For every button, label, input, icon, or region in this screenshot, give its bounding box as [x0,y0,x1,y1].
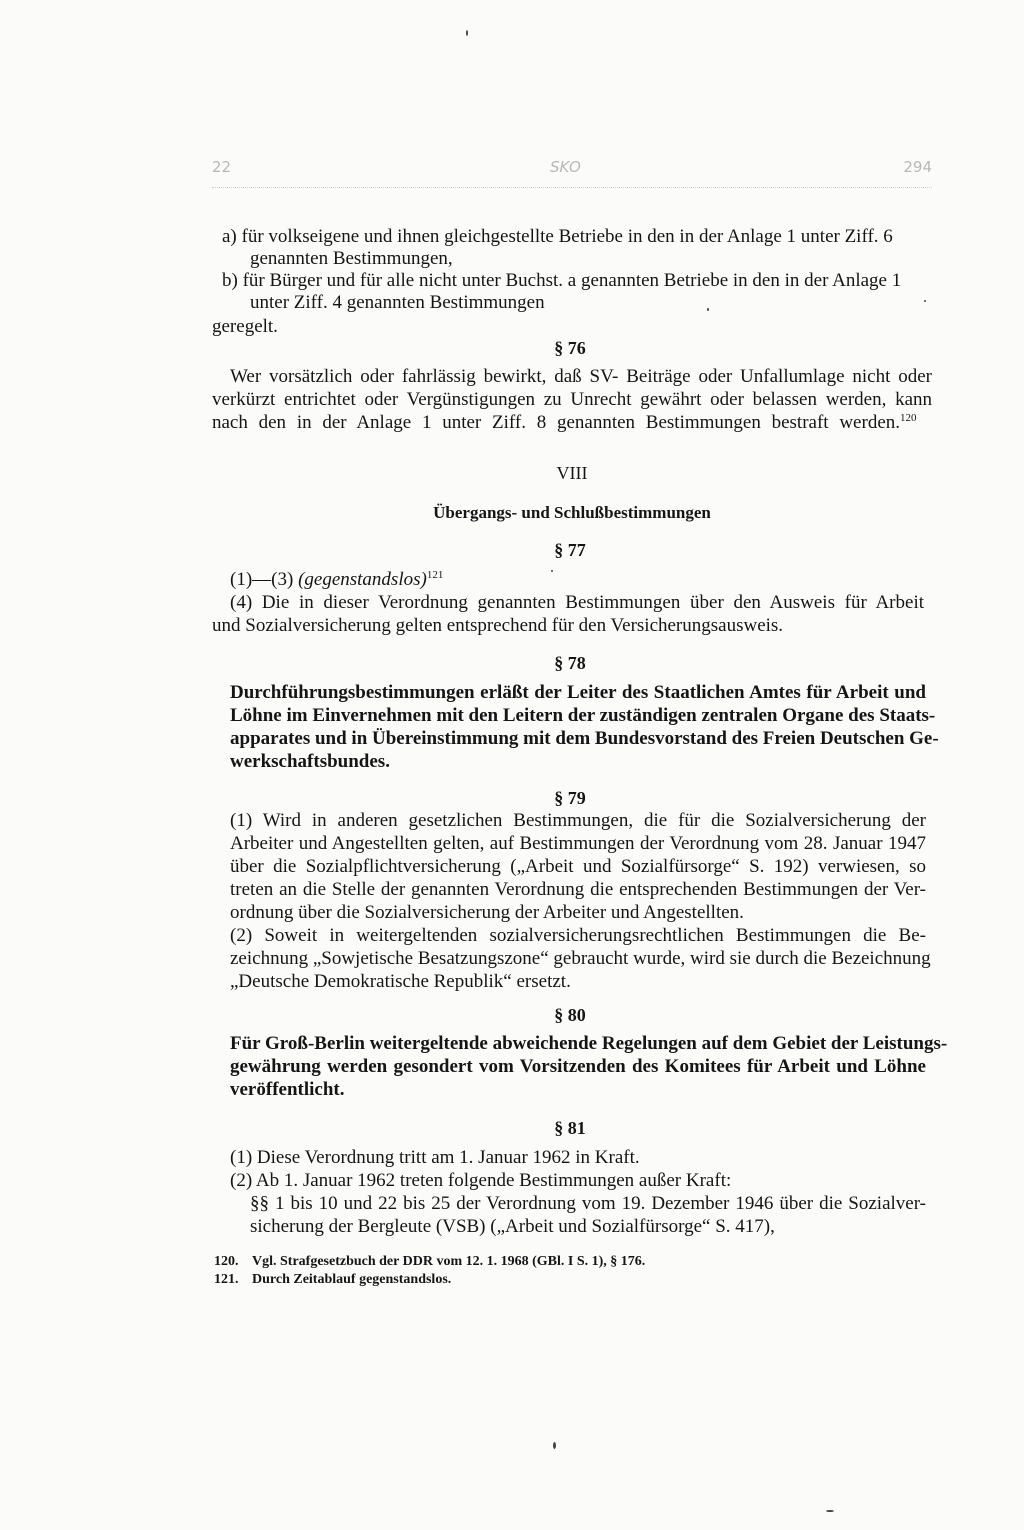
footnote-120-number: 120. [214,1254,239,1269]
scan-speck [826,1510,834,1512]
s77-line-1-italic: (gegenstandslos) [298,569,427,590]
s77-line-1-prefix: (1)—(3) [230,569,299,590]
s81-line-3: §§ 1 bis 10 und 22 bis 25 der Verordnung vom 19. Dezember 1946 über die Sozialver- [250,1193,926,1214]
s79-line-3: über die Sozialpflichtversicherung („Arbeit und Sozialfürsorge“ S. 192) verwiesen, so [230,856,926,877]
s81-line-4: sicherung der Bergleute (VSB) („Arbeit und Sozialfürsorge“ S. 417), [250,1216,775,1237]
s81-line-1: (1) Diese Verordnung tritt am 1. Januar 1962 in Kraft. [230,1147,640,1168]
s76-line-1: Wer vorsätzlich oder fahrlässig bewirkt, daß SV- Beiträge oder Unfallumlage nicht oder [230,366,932,387]
scan-speck [707,308,709,311]
s79-line-1: (1) Wird in anderen gesetzlichen Bestimmungen, die für die Sozialversicherung der [230,810,926,831]
s79-line-6: (2) Soweit in weitergeltenden sozialversicherungsrechtlichen Bestimmungen die Be- [230,925,926,946]
section-heading-81: § 81 [554,1118,586,1138]
s78-line-3: apparates und in Übereinstimmung mit dem Bundesvorstand des Freien Deutschen Ge- [230,728,939,749]
s80-line-3: veröffentlicht. [230,1079,345,1100]
s76-line-3-text: nach den in der Anlage 1 unter Ziff. 8 genannten Bestimmungen bestraft werden. [212,412,900,433]
footnote-121-text: Durch Zeitablauf gegenstandslos. [252,1272,452,1287]
scan-speck [551,570,553,572]
scan-speck [553,1442,556,1449]
s78-line-4: werkschaftsbundes. [230,751,390,772]
running-header [212,158,932,180]
list-item-b-line2: unter Ziff. 4 genannten Bestimmungen [250,292,545,313]
s77-line-1 [230,569,443,591]
header-left-mark: 22 [212,158,232,176]
s76-line-2: verkürzt entrichtet oder Vergünstigungen zu Unrecht gewährt oder belassen werden, kann [212,389,932,410]
footnote-120 [214,1253,645,1271]
s79-line-2: Arbeiter und Angestellten gelten, auf Bestimmungen der Verordnung vom 28. Januar 1947 [230,833,926,854]
chapter-roman-numeral: VIII [556,463,588,483]
s77-line-2: (4) Die in dieser Verordnung genannten Bestimmungen über den Ausweis für Arbeit [230,592,924,613]
chapter-title: Übergangs- und Schlußbestimmungen [433,503,711,522]
section-heading-78: § 78 [554,653,586,673]
section-heading-76: § 76 [554,338,586,358]
section-heading-79: § 79 [554,788,586,808]
s80-line-1: Für Groß-Berlin weitergeltende abweichende Regelungen auf dem Gebiet der Leistungs- [230,1033,948,1054]
s77-line-3: und Sozialversicherung gelten entsprechend für den Versicherungsausweis. [212,615,784,636]
s78-line-2: Löhne im Einvernehmen mit den Leitern der zuständigen zentralen Organe des Staats- [230,705,936,726]
footnote-121-number: 121. [214,1272,239,1287]
geregelt-text: geregelt. [212,316,278,337]
list-item-b-line1: b) für Bürger und für alle nicht unter Buchst. a genannten Betriebe in den in der Anlage 1 [222,270,902,291]
s81-line-2: (2) Ab 1. Januar 1962 treten folgende Bestimmungen außer Kraft: [230,1170,732,1191]
footnote-ref-121: 121 [426,569,444,581]
s78-line-1: Durchführungsbestimmungen erläßt der Leiter des Staatlichen Amtes für Arbeit und [230,682,926,703]
s79-line-5: ordnung über die Sozialversicherung der Arbeiter und Angestellten. [230,902,744,923]
s79-line-4: treten an die Stelle der genannten Verordnung die entsprechenden Bestimmungen der Ver- [230,879,926,900]
page-number: 294 [903,158,932,176]
s80-line-2: gewährung werden gesondert vom Vorsitzenden des Komitees für Arbeit und Löhne [230,1056,926,1077]
scan-speck [924,300,926,302]
s79-line-7: zeichnung „Sowjetische Besatzungszone“ gebraucht wurde, wird sie durch die Bezeichnung [230,948,931,969]
footnote-120-text: Vgl. Strafgesetzbuch der DDR vom 12. 1. 1968 (GBl. I S. 1), § 176. [252,1254,646,1269]
header-rule [212,187,932,188]
list-item-a-line1: a) für volkseigene und ihnen gleichgestellte Betriebe in den in der Anlage 1 unter Ziff. 6 [222,226,893,247]
list-item-a-line2: genannten Bestimmungen, [250,248,453,269]
s79-line-8: „Deutsche Demokratische Republik“ ersetzt. [230,971,571,992]
header-center-mark: SKO [550,158,581,176]
scan-speck [466,30,468,36]
section-heading-80: § 80 [554,1005,586,1025]
s76-line-3 [212,412,917,434]
section-heading-77: § 77 [554,540,586,560]
footnote-121 [214,1271,451,1289]
footnote-ref-120: 120 [900,412,917,424]
